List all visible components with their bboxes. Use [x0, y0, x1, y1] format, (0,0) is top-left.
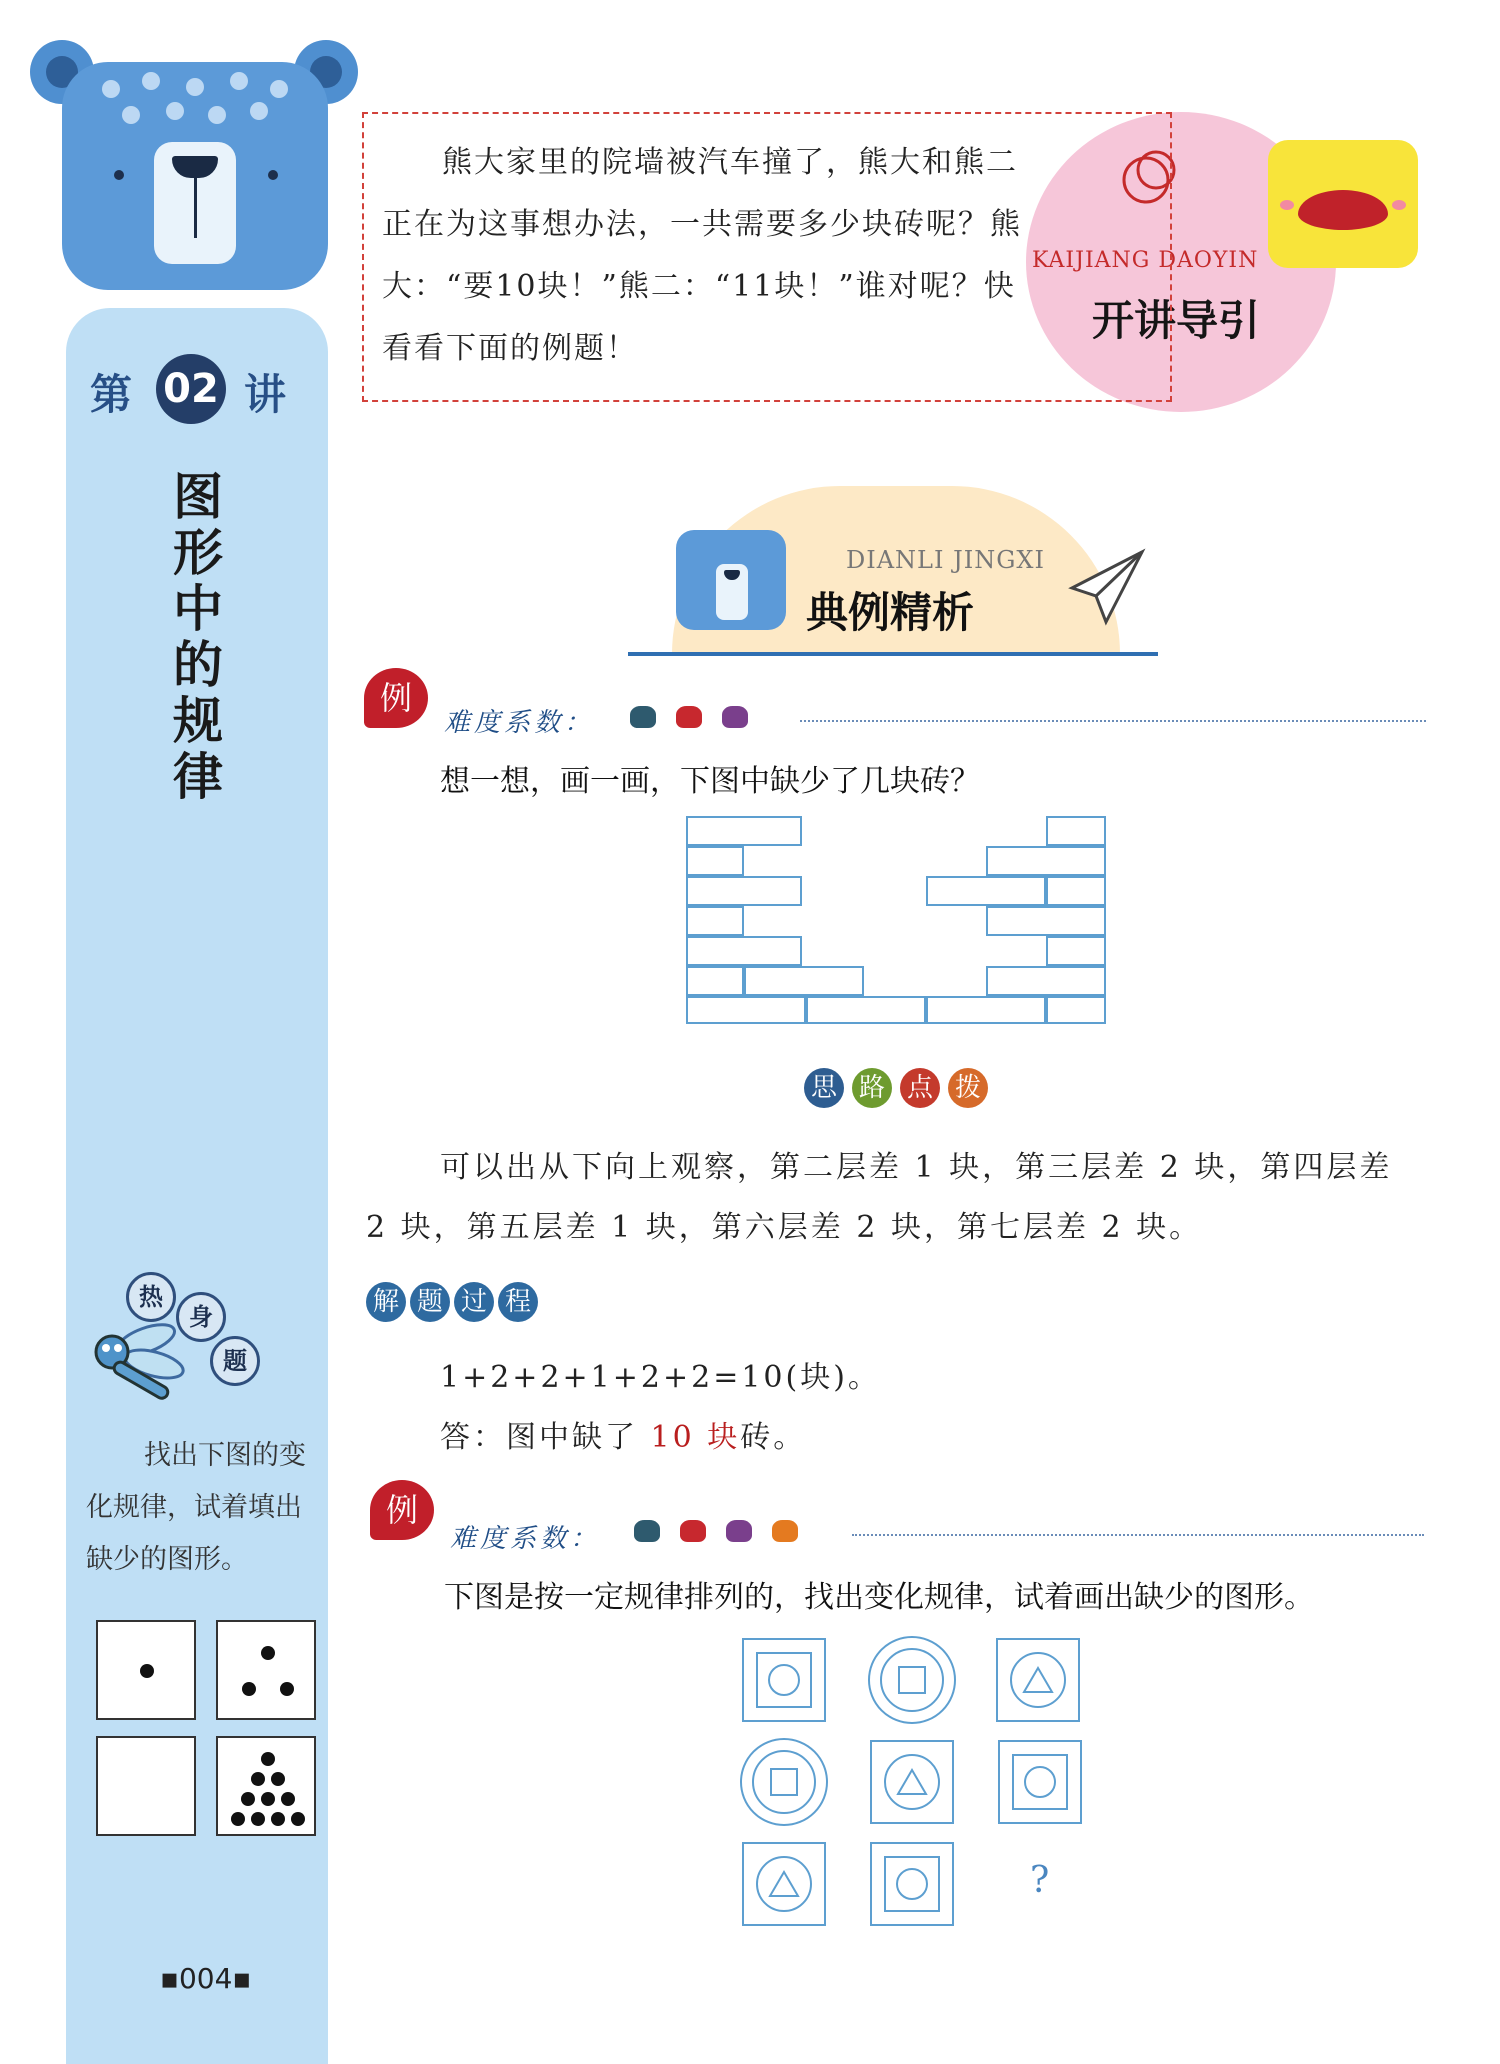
example-2-divider [852, 1534, 1424, 1536]
missing-shape-mark: ? [1030, 1860, 1050, 1901]
example-1-badge: 例 [364, 668, 428, 728]
brick [1046, 996, 1106, 1024]
circle-with-square [868, 1636, 956, 1724]
example-2-question: 下图是按一定规律排列的，找出变化规律，试着画出缺少的图形。 [444, 1580, 1314, 1615]
difficulty-monster-icon [634, 1520, 660, 1542]
paper-plane-icon [1066, 548, 1146, 628]
warmup-square-one-dot [96, 1620, 196, 1720]
intro-label-title: 开讲导引 [1092, 296, 1261, 345]
solution-char-2: 题 [410, 1282, 450, 1322]
difficulty-monster-icon [676, 706, 702, 728]
section-pinyin: DIANLI JINGXI [846, 546, 1045, 574]
warmup-square-three-dots [216, 1620, 316, 1720]
square-with-triangle [742, 1842, 826, 1926]
solution-equation: 1+2+2+1+2+2=10(块)。 [440, 1360, 881, 1395]
difficulty-monster-icon [722, 706, 748, 728]
hint-text-line-2: 2 块，第五层差 1 块，第六层差 2 块，第七层差 2 块。 [366, 1210, 1203, 1245]
brick [1046, 936, 1106, 966]
lecture-suffix: 讲 [244, 370, 287, 419]
brick [686, 906, 744, 936]
brick [1046, 876, 1106, 906]
square-with-triangle [870, 1740, 954, 1824]
brick [926, 876, 1046, 906]
example-2-difficulty-label: 难度系数： [450, 1524, 601, 1554]
square-with-circle [998, 1740, 1082, 1824]
solution-char-4: 程 [498, 1282, 538, 1322]
brick-wall-figure [686, 816, 1106, 1024]
warmup-text: 找出下图的变化规律，试着填出缺少的图形。 [86, 1440, 306, 1575]
lecture-title: 图形中的规律 [165, 470, 223, 806]
solution-char-1: 解 [366, 1282, 406, 1322]
shape-sequence-figure [740, 1636, 1100, 1936]
chick-mascot [1268, 140, 1418, 268]
difficulty-monster-icon [726, 1520, 752, 1542]
section-title: 典例精析 [806, 588, 975, 637]
brick [686, 846, 744, 876]
square-with-circle [742, 1638, 826, 1722]
example-2-badge: 例 [370, 1480, 434, 1540]
brick [686, 966, 744, 996]
brick [1046, 816, 1106, 846]
example-1-divider [800, 720, 1426, 722]
brick [686, 876, 802, 906]
page-number: ▪004▪ [160, 1962, 252, 1995]
intro-label-pinyin: KAIJIANG DAOYIN [1032, 248, 1259, 273]
hint-char-3: 点 [900, 1068, 940, 1108]
answer-prefix: 答：图中缺了 [440, 1420, 638, 1455]
warmup-char-3: 题 [210, 1336, 260, 1386]
bear-head [62, 62, 328, 290]
lecture-number-badge: 02 [156, 354, 226, 424]
warmup-square-missing [96, 1736, 196, 1836]
brick [744, 966, 864, 996]
hint-text-line-1: 可以出从下向上观察，第二层差 1 块，第三层差 2 块，第四层差 [440, 1150, 1393, 1185]
answer-highlight: 10 块 [650, 1420, 741, 1455]
brick [806, 996, 926, 1024]
example-1-difficulty-label: 难度系数： [444, 708, 595, 738]
brick [686, 816, 802, 846]
brick [686, 936, 802, 966]
lecture-prefix: 第 [90, 370, 133, 419]
brick [926, 996, 1046, 1024]
intro-text: 熊大家里的院墙被汽车撞了，熊大和熊二正在为这事想办法，一共需要多少块砖呢？熊大：“要10块！”熊二：“11块！”谁对呢？快看看下面的例题！ [382, 145, 1022, 366]
section-rule [628, 652, 1158, 656]
warmup-char-2: 身 [176, 1292, 226, 1342]
brick [986, 906, 1106, 936]
difficulty-monster-icon [680, 1520, 706, 1542]
difficulty-monster-icon [772, 1520, 798, 1542]
solution-char-3: 过 [454, 1282, 494, 1322]
warmup-square-triangle-dots [216, 1736, 316, 1836]
difficulty-monster-icon [630, 706, 656, 728]
brick [986, 966, 1106, 996]
small-bear-icon [676, 530, 786, 630]
hint-char-4: 拨 [948, 1068, 988, 1108]
solution-answer [440, 1412, 806, 1456]
hint-char-1: 思 [804, 1068, 844, 1108]
hint-char-2: 路 [852, 1068, 892, 1108]
brick [986, 846, 1106, 876]
brick [686, 996, 806, 1024]
warmup-char-1: 热 [126, 1272, 176, 1322]
square-with-circle [870, 1842, 954, 1926]
circle-with-square [740, 1738, 828, 1826]
square-with-triangle [996, 1638, 1080, 1722]
dragonfly-icon [82, 1312, 192, 1422]
example-1-question: 想一想，画一画，下图中缺少了几块砖？ [440, 764, 980, 799]
lecture-number [88, 352, 318, 422]
answer-suffix: 砖。 [740, 1420, 807, 1455]
